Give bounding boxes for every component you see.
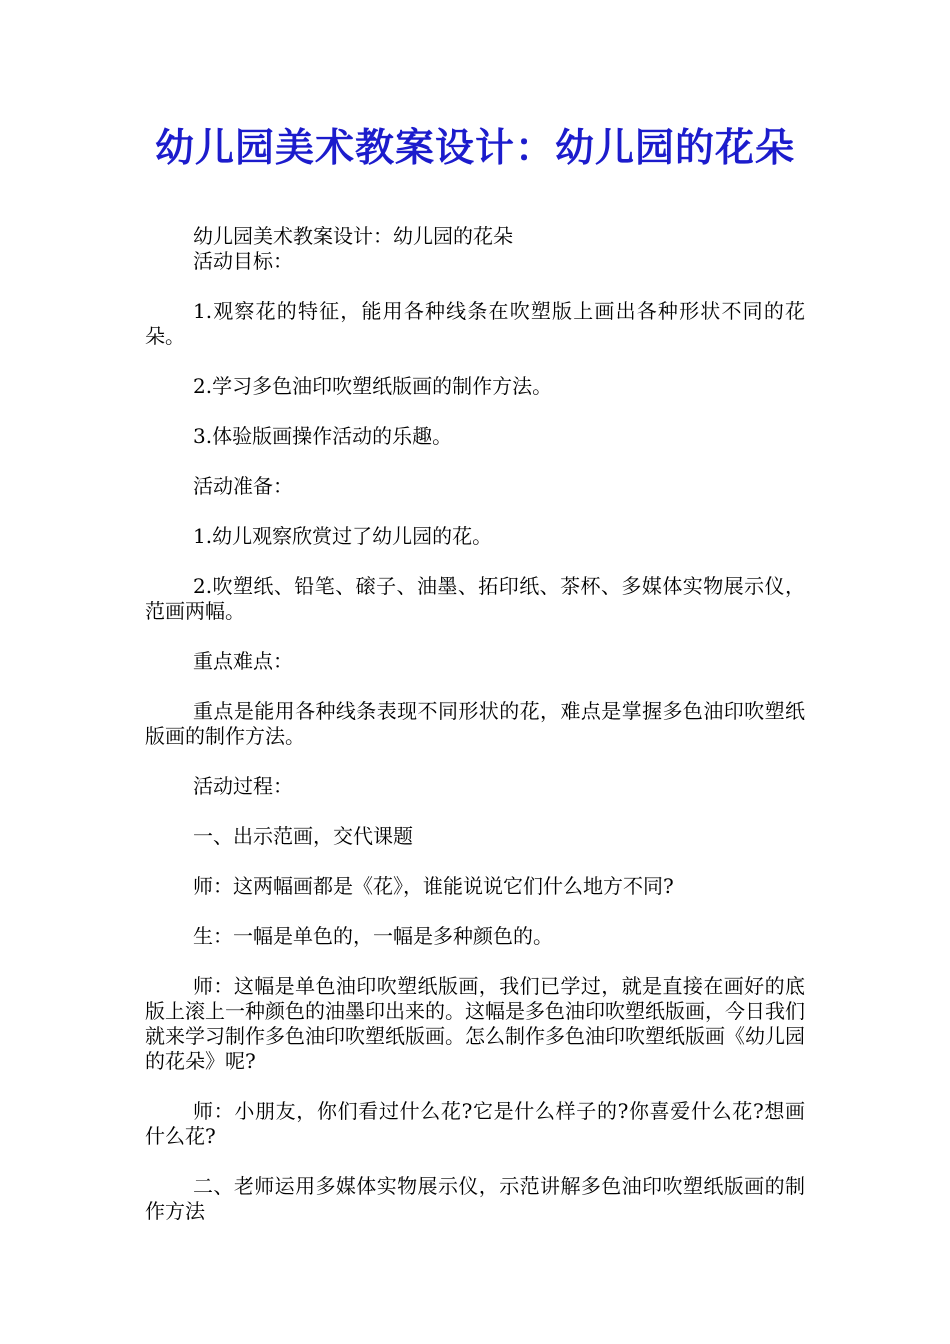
preparation-item-1: 1.幼儿观察欣赏过了幼儿园的花。: [193, 524, 493, 548]
key-points-text: 重点是能用各种线条表现不同形状的花，难点是掌握多色油印吹塑纸版画的制作方法。: [145, 699, 805, 748]
intro-line: 幼儿园美术教案设计：幼儿园的花朵: [193, 224, 513, 248]
process-step-1: 一、出示范画，交代课题: [193, 824, 413, 848]
dialogue-line-3: 师：这幅是单色油印吹塑纸版画，我们已学过，就是直接在画好的底版上滚上一种颜色的油墨印出来的。这幅是多色油印吹塑纸版画，今日我们就来学习制作多色油印吹塑纸版画。怎么制作多色油印吹塑纸版画《幼儿园的花朵》呢?: [145, 974, 805, 1073]
goal-item-3: 3.体验版画操作活动的乐趣。: [193, 424, 453, 448]
section-heading-preparation: 活动准备：: [193, 474, 293, 498]
goal-item-1: 1.观察花的特征，能用各种线条在吹塑版上画出各种形状不同的花朵。: [145, 299, 805, 348]
dialogue-line-4: 师：小朋友，你们看过什么花?它是什么样子的?你喜爱什么花?想画什么花?: [145, 1099, 805, 1148]
document-body: [145, 224, 805, 1224]
section-heading-key-points: 重点难点：: [193, 649, 293, 673]
document-title: 幼儿园美术教案设计：幼儿园的花朵: [154, 125, 795, 171]
dialogue-line-2: 生：一幅是单色的，一幅是多种颜色的。: [193, 924, 553, 948]
process-step-2: 二、老师运用多媒体实物展示仪，示范讲解多色油印吹塑纸版画的制作方法: [145, 1174, 805, 1223]
preparation-item-2: 2.吹塑纸、铅笔、磙子、油墨、拓印纸、茶杯、多媒体实物展示仪，范画两幅。: [145, 574, 805, 623]
section-heading-process: 活动过程：: [193, 774, 293, 798]
section-heading-goals: 活动目标：: [193, 249, 293, 273]
goal-item-2: 2.学习多色油印吹塑纸版画的制作方法。: [193, 374, 553, 398]
dialogue-line-1: 师：这两幅画都是《花》，谁能说说它们什么地方不同?: [193, 874, 674, 898]
